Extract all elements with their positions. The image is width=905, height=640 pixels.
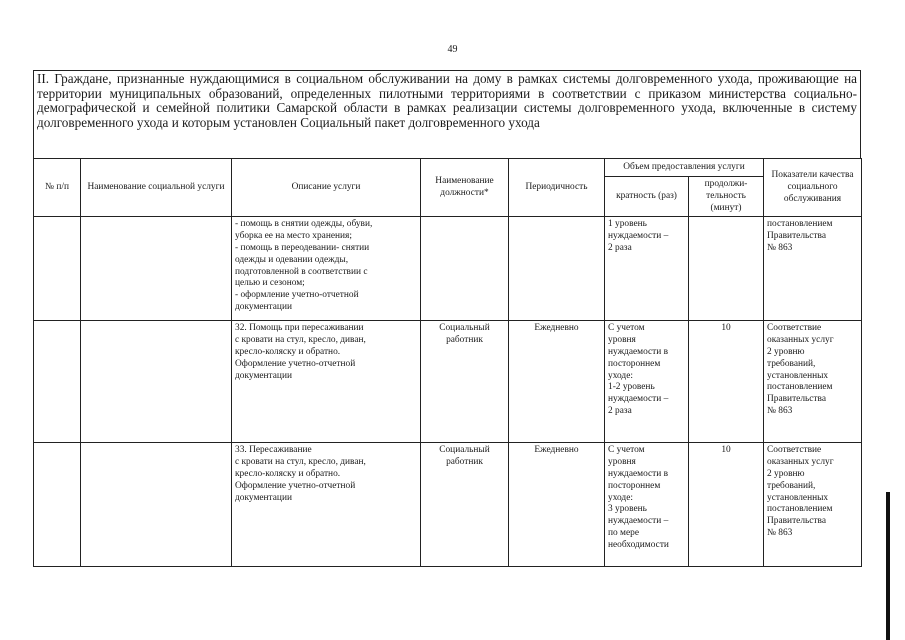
cell-description-line: уборка ее на место хранения; <box>235 231 352 242</box>
table-row <box>34 321 862 443</box>
cell-frequency-line: нуждаемости – <box>608 231 669 242</box>
cell-description-line: с кровати на стул, кресло, диван, <box>235 335 366 346</box>
cell-frequency-line: С учетом <box>608 445 645 456</box>
cell-service <box>81 217 232 321</box>
cell-position: Социальный работник <box>421 443 509 567</box>
cell-frequency-line: нуждаемости в <box>608 346 669 357</box>
cell-frequency-line: нуждаемости – <box>608 516 669 527</box>
cell-frequency-line: уровня <box>608 457 636 468</box>
cell-frequency-line: постороннем <box>608 358 661 369</box>
cell-frequency-line: по мере <box>608 527 639 538</box>
cell-quality-line: 2 уровню <box>767 468 805 479</box>
cell-frequency-line: уровня <box>608 335 636 346</box>
cell-description-line: одежды и одевании одежды, <box>235 254 349 265</box>
cell-quality-line: № 863 <box>767 242 793 253</box>
page-number: 49 <box>447 44 458 55</box>
cell-frequency-line: нуждаемости в <box>608 468 669 479</box>
cell-service <box>81 443 232 567</box>
cell-description-line: Оформление учетно-отчетной <box>235 480 356 491</box>
header-position: Наименование должности* <box>421 159 509 217</box>
cell-description-line: кресло-коляску и обратно. <box>235 468 341 479</box>
table-row <box>34 217 862 321</box>
cell-quality-line: установленных <box>767 370 829 381</box>
cell-periodicity: Ежедневно <box>509 443 605 567</box>
cell-quality-line: № 863 <box>767 405 793 416</box>
cell-duration: 10 <box>689 443 764 567</box>
cell-description <box>232 217 421 321</box>
cell-quality-line: 2 уровню <box>767 346 805 357</box>
cell-duration <box>689 217 764 321</box>
cell-description-line: - помощь в снятии одежды, обуви, <box>235 219 373 230</box>
cell-service <box>81 321 232 443</box>
cell-quality-line: постановлением <box>767 219 833 230</box>
header-frequency: кратность (раз) <box>605 177 689 217</box>
header-service: Наименование социальной услуги <box>81 159 232 217</box>
cell-frequency-line: нуждаемости – <box>608 394 669 405</box>
cell-frequency-line: 2 раза <box>608 242 632 253</box>
cell-quality-line: Правительства <box>767 394 826 405</box>
cell-description-line: подготовленной в соответствии с <box>235 266 368 277</box>
cell-description-line: 32. Помощь при пересаживании <box>235 323 364 334</box>
cell-frequency <box>605 321 689 443</box>
header-quality: Показатели качества социального обслуживания <box>764 159 862 217</box>
cell-description-line: кресло-коляску и обратно. <box>235 346 341 357</box>
cell-frequency-line: С учетом <box>608 323 645 334</box>
cell-frequency-line: уходе: <box>608 492 633 503</box>
cell-frequency-line: 2 раза <box>608 405 632 416</box>
cell-quality-line: Правительства <box>767 231 826 242</box>
cell-frequency-line: 1-2 уровень <box>608 382 655 393</box>
scan-edge-mark <box>886 492 890 640</box>
cell-frequency-line: 3 уровень <box>608 504 647 515</box>
cell-quality-line: Соответствие <box>767 323 822 334</box>
cell-frequency-line: необходимости <box>608 539 669 550</box>
cell-quality-line: Соответствие <box>767 445 822 456</box>
header-duration: продолжи-тельность (минут) <box>689 177 764 217</box>
services-table <box>33 158 862 567</box>
header-volume: Объем предоставления услуги <box>605 159 764 177</box>
cell-frequency-line: уходе: <box>608 370 633 381</box>
header-num: № п/п <box>34 159 81 217</box>
cell-frequency <box>605 443 689 567</box>
cell-frequency-line: 1 уровень <box>608 219 647 230</box>
cell-description <box>232 321 421 443</box>
cell-quality-line: Правительства <box>767 516 826 527</box>
cell-periodicity: Ежедневно <box>509 321 605 443</box>
cell-description-line: 33. Пересаживание <box>235 445 312 456</box>
cell-position: Социальный работник <box>421 321 509 443</box>
cell-duration: 10 <box>689 321 764 443</box>
cell-quality <box>764 321 862 443</box>
cell-num <box>34 321 81 443</box>
cell-quality-line: установленных <box>767 492 829 503</box>
header-periodicity: Периодичность <box>509 159 605 217</box>
cell-description-line: целью и сезоном; <box>235 278 305 289</box>
cell-description-line: документации <box>235 301 292 312</box>
cell-description-line: документации <box>235 492 292 503</box>
cell-description-line: с кровати на стул, кресло, диван, <box>235 457 366 468</box>
cell-quality-line: № 863 <box>767 527 793 538</box>
cell-quality-line: требований, <box>767 480 816 491</box>
cell-quality <box>764 443 862 567</box>
cell-periodicity <box>509 217 605 321</box>
cell-quality-line: постановлением <box>767 382 833 393</box>
cell-quality-line: оказанных услуг <box>767 335 834 346</box>
table-row <box>34 443 862 567</box>
cell-description-line: документации <box>235 370 292 381</box>
header-description: Описание услуги <box>232 159 421 217</box>
cell-description-line: - помощь в переодевании- снятии <box>235 242 370 253</box>
cell-num <box>34 443 81 567</box>
cell-description-line: Оформление учетно-отчетной <box>235 358 356 369</box>
cell-quality-line: оказанных услуг <box>767 457 834 468</box>
section-heading: II. Граждане, признанные нуждающимися в социальном обслуживании на дому в рамках системы долговременного ухода, проживающие на территории муниципальных образований, определенных пилотными территориями в соответствии с приказом министерства социально-демографической и семейной политики Самарской области в рамках реализации системы долговременного ухода, включенные в систему долговременного ухода и которым установлен Социальный пакет долговременного ухода <box>33 70 861 158</box>
cell-position <box>421 217 509 321</box>
cell-quality-line: требований, <box>767 358 816 369</box>
cell-quality-line: постановлением <box>767 504 833 515</box>
cell-description <box>232 443 421 567</box>
cell-frequency <box>605 217 689 321</box>
cell-num <box>34 217 81 321</box>
cell-quality <box>764 217 862 321</box>
cell-description-line: - оформление учетно-отчетной <box>235 290 359 301</box>
cell-frequency-line: постороннем <box>608 480 661 491</box>
